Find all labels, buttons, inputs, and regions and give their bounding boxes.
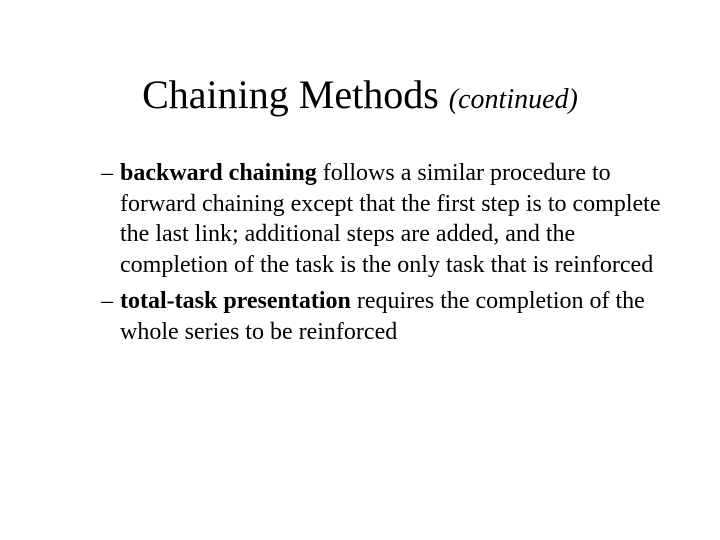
title-main: Chaining Methods xyxy=(142,72,439,117)
bullet-text: follows a similar procedure to forward chaining except that the first step is to complete the last link; additional steps are added, and the completion of the task is the only task that is reinforced xyxy=(120,160,661,278)
title-suffix: (continued) xyxy=(448,84,578,115)
dash-bullet-icon: – xyxy=(101,160,113,186)
bullet-backward-chaining xyxy=(101,158,661,280)
bullet-text: requires the completion of the whole series to be reinforced xyxy=(120,288,645,345)
bullet-term: total-task presentation xyxy=(120,288,351,314)
dash-bullet-icon: – xyxy=(101,288,113,314)
slide-title xyxy=(0,66,720,129)
bullet-term: backward chaining xyxy=(120,160,317,186)
bullet-list xyxy=(101,158,661,353)
bullet-total-task-presentation xyxy=(101,286,661,347)
